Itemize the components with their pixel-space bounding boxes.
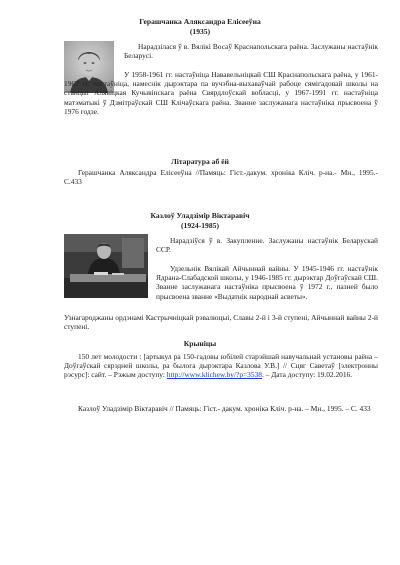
- source-link[interactable]: http://www.klichew.by/?p=3538: [166, 370, 262, 380]
- person1-intro: Нарадзілася ў в. Вялікі Восаў Краснапольскага раёна. Заслужаны настаўнік Беларусі.: [124, 42, 378, 61]
- literature-heading: Літаратура аб ёй: [171, 157, 229, 166]
- literature-entry: Герашчанка Аляксандра Елісееўна //Памяць: Гіст.-дакум. хроніка Кліч. р-на.- Мн., 1995.- С.433: [64, 168, 378, 187]
- source-entry-1-tail: . – Дата доступу: 19.02.2016.: [261, 370, 353, 380]
- person1-name: Герашчанка Аляксандра Елісееўна: [139, 17, 261, 26]
- source-entry-1: [64, 352, 378, 380]
- person1-years: (1935): [189, 27, 211, 36]
- person2-intro: Нарадзіўся ў в. Закупленне. Заслужаны настаўнік Беларускай ССР.: [156, 236, 378, 255]
- person2-years: (1924-1985): [181, 221, 219, 230]
- person2-name: Казлоў Уладзімір Віктаравіч: [150, 211, 250, 220]
- person1-bio: У 1958-1961 гг. настаўніца Нававельніцкай СШ Краснапольскага раёна, у 1961-1967 гг. настаўніца, намеснік дырэктара па вучэбна-выхаваўчай рабоце сямігадовай школы на станцыі Алявіцкая Кучывінскага раёна Свярдлоўскай вобласці, у 1967-1991 гг. настаўніца матэматыкі ў Дзмітраўскай СШ Клічаўскага раёна. Званне заслужанага настаўніка прысвоена ў 1976 годзе.: [64, 70, 378, 116]
- source-entry-2: Казлоў Уладзімір Віктаравіч // Памяць: Гіст.- дакум. хроніка Кліч. р-на. – Мн., 1995. – С. 433: [78, 404, 371, 413]
- source-entry-1-text: 150 лет молодости : [артыкул ра 150-гадовы юбілей старэйшай навучальнай установы раёна – Доўгаўскай сярэдней школы, ра былога дырэктара Казлова У.В.] // Сцяг Саветаў [электронны рэсурс]: сайт. – Рэжым доступу:: [64, 352, 378, 380]
- sources-heading: Крыніцы: [183, 339, 217, 348]
- portrait-photo-2: [64, 234, 148, 298]
- person2-awards: Узнагароджаны ордэнамі Кастрычніцкай рэвалюцыі, Славы 2-й і 3-й ступені, Айчыннай вайны 2-й ступені.: [64, 313, 378, 332]
- person2-bio: Удзельнік Вялікай Айчыннай вайны. У 1945-1946 гг. настаўнік Ядрана-Слабадской школы, у 1946-1985 гг. дырэктар Доўгаўскай СШ. Званне заслужанага настаўніка прысвоена ў 1972 г., пазней было прысвоена званне «Выдатнік народнай асветы».: [156, 264, 378, 301]
